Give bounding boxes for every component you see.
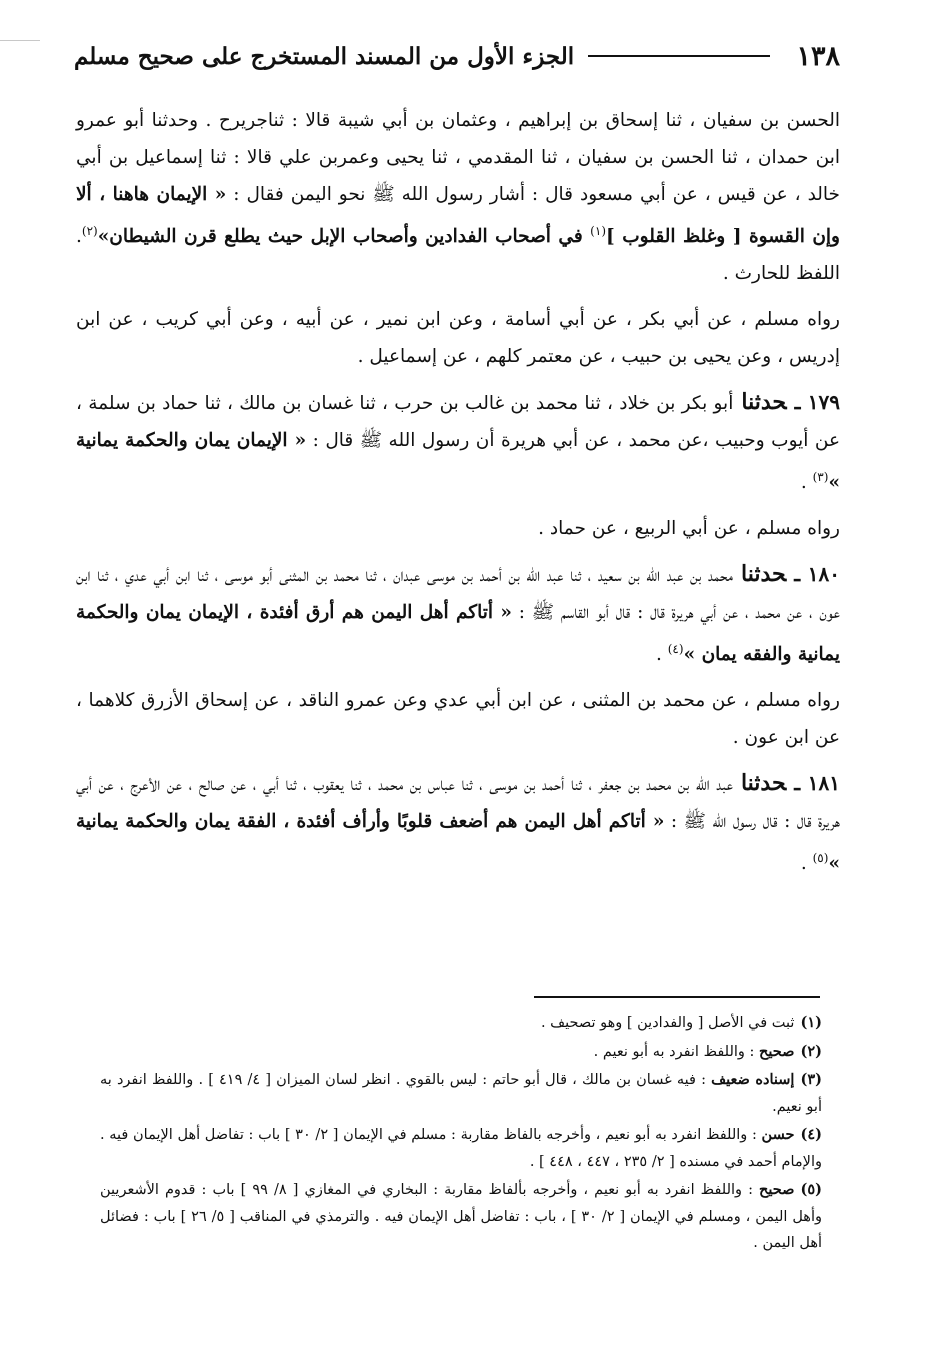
hadith-matn: « أتاكم أهل اليمن هم أضعف قلوبًا وأرأف أفئدة ، الفقة يمان والحكمة يمانية »: [76, 811, 840, 875]
page-number: ١٣٨: [796, 40, 840, 72]
hadith-matn-continued: في أصحاب الفدادين وأصحاب الإبل حيث يطلع قرن الشيطان»: [97, 226, 591, 248]
footnotes: [100, 1010, 822, 1259]
hadith-181: [76, 765, 840, 882]
takhrij-text: رواه مسلم ، عن أبي بكر ، عن أبي أسامة ، وعن ابن نمير ، عن أبيه ، وعن أبي كريب ، عن ابن إدريس ، وعن يحيى بن حبيب ، عن معتمر كلهم ، عن إسماعيل .: [76, 309, 840, 368]
footnote-text: ثبت في الأصل [ والفدادين ] وهو تصحيف .: [540, 1015, 795, 1031]
paragraph-tail: . اللفظ للحارث .: [76, 226, 840, 285]
hadith-number: ١٧٩ ـ: [794, 390, 841, 415]
footnote-ref[interactable]: (٣): [812, 470, 829, 485]
header-rule: [588, 55, 770, 57]
footnote-text: : فيه غسان بن مالك ، قال أبو حاتم : ليس بالقوي . انظر لسان الميزان [ ٤/ ٤١٩ ] . واللفظ انفرد به أبو نعيم.: [100, 1072, 822, 1115]
hadith-matn: « الإيمان يمان والحكمة يمانية »: [76, 430, 840, 494]
paragraph-tail: .: [800, 853, 813, 875]
hadith-matn: « الإيمان هاهنا ، ألا وإن القسوة [ وغلظ القلوب ]: [76, 184, 840, 248]
takhrij-paragraph: [76, 682, 840, 756]
footnote-1: [100, 1010, 822, 1037]
footnote-marker: (٥): [800, 1181, 822, 1198]
haddathana-word: حدثنا: [740, 770, 787, 797]
footnote-text: : واللفظ انفرد به أبو نعيم .: [593, 1043, 760, 1060]
footnote-ref[interactable]: (٤): [667, 642, 684, 657]
footnote-marker: (٢): [800, 1042, 822, 1060]
takhrij-text: رواه مسلم ، عن أبي الربيع ، عن حماد .: [538, 518, 840, 540]
footnote-5: [100, 1177, 822, 1257]
footnote-grade: إسناده ضعيف: [711, 1071, 795, 1088]
takhrij-paragraph: [76, 301, 840, 375]
page-header: [74, 36, 840, 76]
footnote-grade: صحيح: [759, 1181, 795, 1198]
footnote-separator: [534, 996, 820, 998]
hadith-180: [76, 556, 840, 673]
footnote-marker: (٤): [800, 1126, 823, 1143]
takhrij-text: رواه مسلم ، عن محمد بن المثنى ، عن ابن أبي عدي وعن عمرو الناقد ، عن إسحاق الأزرق كلاهما ، عن ابن عون .: [76, 690, 840, 749]
haddathana-word: حدثنا: [741, 389, 787, 416]
main-text: [76, 102, 840, 892]
paragraph-tail: .: [655, 644, 668, 666]
isnad-text: الحسن بن سفيان ، ثنا إسحاق بن إبراهيم ، وعثمان بن أبي شيبة قالا : ثناجريرح . وحدثنا أبو عمرو ابن حمدان ، ثنا الحسن بن سفيان ، ثنا المقدمي ، ثنا يحيى وعمربن علي قالا : ثنا إسماعيل بن أبي خالد ، عن قيس ، عن أبي مسعود قال : أشار رسول الله ﷺ نحو اليمن فقال :: [76, 110, 840, 205]
takhrij-paragraph: [76, 510, 840, 547]
footnote-4: [100, 1122, 822, 1175]
footnote-ref[interactable]: (١): [590, 224, 606, 238]
footnote-ref[interactable]: (٥): [812, 851, 829, 866]
isnad-text: أبو بكر بن خلاد ، ثنا محمد بن غالب بن حرب ، ثنا غسان بن مالك ، ثنا حماد بن سلمة ، عن أيوب وحبيب ،عن محمد ، عن أبي هريرة أن رسول الله ﷺ قال :: [76, 393, 841, 452]
footnote-ref[interactable]: (٢): [81, 224, 98, 238]
hadith-matn: « أتاكم أهل اليمن هم أرق أفئدة ، الإيمان يمان والحكمة يمانية والفقه يمان »: [76, 602, 840, 666]
paragraph-tail: .: [800, 472, 813, 494]
haddathana-word: حدثنا: [741, 561, 787, 588]
hadith-179: [76, 384, 840, 501]
footnote-text: : واللفظ انفرد به أبو نعيم ، وأخرجه بالفاظ مقاربة : مسلم في الإيمان [ ٢/ ٣٠ ] باب : تفاضل أهل الإيمان فيه . والإمام أحمد في مسنده [ ٢/ ٢٣٥ ، ٤٤٧ ، ٤٤٨ ] .: [100, 1127, 822, 1170]
isnad-text: محمد بن عبد الله بن سعيد ، ثنا عبد الله بن أحمد بن موسى عبدان ، ثنا محمد بن المثنى أبو موسى ، ثنا ابن أبي عدي ، ثنا ابن عون ، عن محمد ، عن أبي هريرة قال : قال أبو القاسم ﷺ :: [76, 565, 840, 624]
hadith-number: ١٨١ ـ: [794, 771, 840, 796]
isnad-text: عبد الله بن محمد بن جعفر ، ثنا أحمد بن موسى ، ثنا عباس بن محمد ، ثنا يعقوب ، ثنا أبي ، عن صالح ، عن الأعرج ، عن أبي هريرة قال : قال رسول الله ﷺ :: [76, 774, 840, 833]
footnote-grade: حسن: [761, 1126, 795, 1143]
paragraph-continuation: [76, 102, 840, 292]
footnote-marker: (٣): [800, 1071, 822, 1088]
hadith-number: ١٨٠ ـ: [794, 562, 840, 587]
footnote-grade: صحيح: [759, 1042, 795, 1060]
footnote-marker: (١): [800, 1014, 822, 1031]
footnote-2: [100, 1039, 822, 1066]
running-title: الجزء الأول من المسند المستخرج على صحيح مسلم: [74, 42, 575, 70]
scan-artifact-line: [0, 40, 40, 41]
footnote-3: [100, 1067, 822, 1120]
footnote-text: : واللفظ انفرد به أبو نعيم ، وأخرجه بألفاظ مقاربة : البخاري في المغازي [ ٨/ ٩٩ ] باب : قدوم الأشعريين وأهل اليمن ، ومسلم في الإيمان [ ٢/ ٣٠ ] ، باب : تفاضل أهل الإيمان فيه . والترمذي في المناقب [ ٥/ ٢٦ ] باب : فضائل أهل اليمن .: [100, 1182, 822, 1251]
